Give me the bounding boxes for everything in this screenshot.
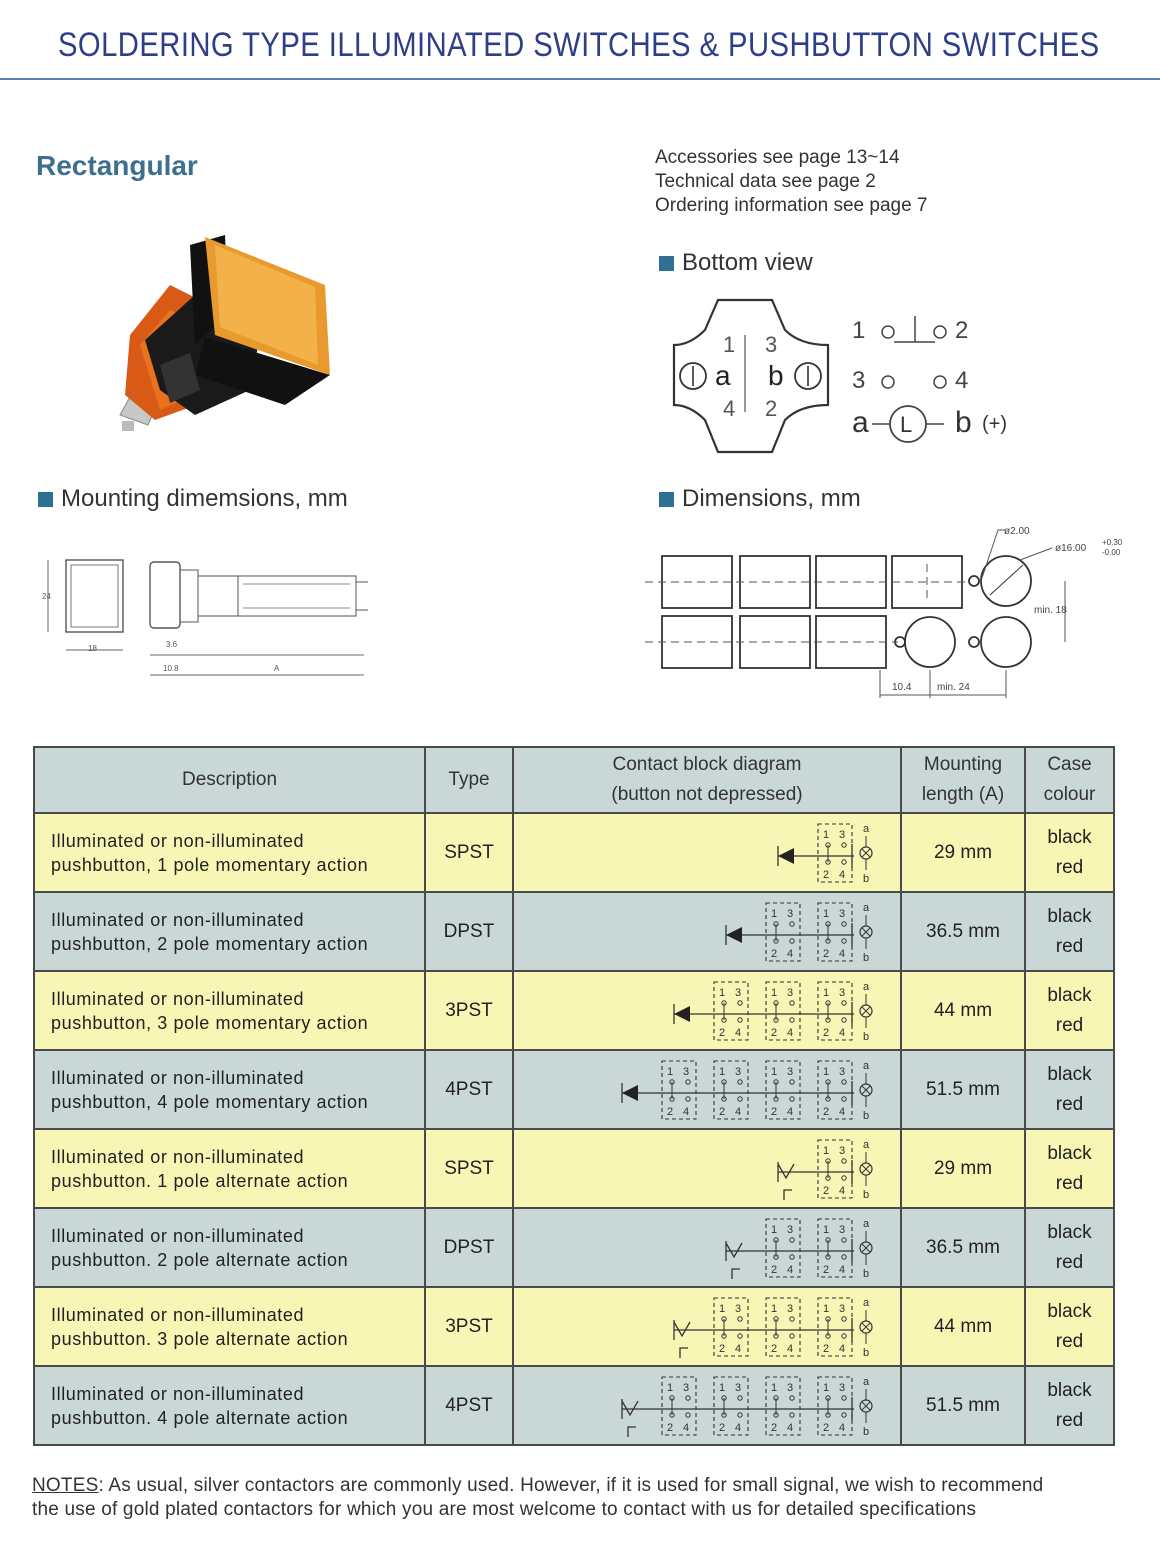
table-row [34, 892, 1114, 971]
cell-case-colour: black red [1025, 892, 1114, 971]
cell-diagram [513, 1366, 901, 1445]
cell-type: 4PST [425, 1050, 513, 1129]
bottom-view-diagram [660, 290, 1040, 465]
svg-text:3: 3 [839, 1381, 846, 1394]
svg-text:1: 1 [667, 1065, 674, 1078]
svg-text:3: 3 [683, 1381, 690, 1394]
svg-text:a: a [863, 1059, 870, 1072]
cell-type: DPST [425, 892, 513, 971]
svg-text:1: 1 [823, 986, 830, 999]
lamp-b-label: b [955, 406, 972, 439]
svg-text:4: 4 [683, 1421, 690, 1434]
table-header-row [34, 747, 1114, 813]
contact-1-label: 1 [852, 317, 866, 344]
cell-mounting-length: 51.5 mm [901, 1366, 1025, 1445]
svg-text:b: b [863, 1030, 870, 1043]
svg-text:2: 2 [771, 1342, 778, 1355]
cell-diagram [513, 892, 901, 971]
svg-text:4: 4 [839, 868, 846, 881]
svg-text:2: 2 [667, 1421, 674, 1434]
svg-text:2: 2 [823, 947, 830, 960]
svg-text:a: a [863, 901, 870, 914]
svg-text:3: 3 [839, 828, 846, 841]
svg-text:4: 4 [787, 1342, 794, 1355]
svg-text:4: 4 [787, 1026, 794, 1039]
spec-table [33, 746, 1115, 1446]
svg-text:b: b [863, 1109, 870, 1122]
table-row [34, 1050, 1114, 1129]
lamp-l-label: L [900, 412, 913, 437]
svg-text:4: 4 [735, 1421, 742, 1434]
svg-text:a: a [863, 1138, 870, 1151]
table-row [34, 813, 1114, 892]
bv-label-1: 1 [723, 332, 736, 357]
svg-text:1: 1 [771, 907, 778, 920]
cell-case-colour: black red [1025, 1050, 1114, 1129]
lamp-a-label: a [852, 406, 869, 439]
notes-text-2: the use of gold plated contactors for which you are most welcome to contact with us for detailed specifications [32, 1499, 977, 1520]
svg-text:1: 1 [823, 1144, 830, 1157]
svg-text:2: 2 [823, 1105, 830, 1118]
contact-diagram-icon [588, 1055, 888, 1125]
contact-diagram-icon [588, 1292, 888, 1362]
dimensions-heading: Dimensions, mm [659, 485, 861, 513]
dim-d16-label: ø16.00 [1055, 543, 1087, 554]
cell-case-colour: black red [1025, 1208, 1114, 1287]
bv-label-4: 4 [723, 396, 736, 421]
svg-text:b: b [863, 1188, 870, 1201]
table-row [34, 971, 1114, 1050]
svg-text:2: 2 [771, 1421, 778, 1434]
svg-text:3: 3 [735, 1302, 742, 1315]
dim-min18-label: min. 18 [1034, 605, 1067, 616]
svg-text:4: 4 [839, 947, 846, 960]
dimensions-diagram [640, 520, 1140, 700]
svg-text:1: 1 [771, 986, 778, 999]
tolerance-minus: -0.00 [1102, 548, 1121, 557]
svg-text:b: b [863, 951, 870, 964]
cell-mounting-length: 29 mm [901, 813, 1025, 892]
svg-text:2: 2 [823, 1342, 830, 1355]
svg-text:2: 2 [823, 1263, 830, 1276]
svg-text:3: 3 [735, 1065, 742, 1078]
svg-text:a: a [863, 822, 870, 835]
svg-text:4: 4 [787, 1421, 794, 1434]
svg-text:4: 4 [787, 947, 794, 960]
svg-text:3: 3 [735, 986, 742, 999]
cell-mounting-length: 51.5 mm [901, 1050, 1025, 1129]
cell-description: Illuminated or non-illuminated pushbutton, 4 pole momentary action [34, 1050, 425, 1129]
svg-text:4: 4 [839, 1263, 846, 1276]
title-divider [0, 78, 1160, 80]
cell-description: Illuminated or non-illuminated pushbutton, 2 pole momentary action [34, 892, 425, 971]
dim-min24-label: min. 24 [937, 682, 970, 693]
cell-type: DPST [425, 1208, 513, 1287]
page-title: SOLDERING TYPE ILLUMINATED SWITCHES & PUSHBUTTON SWITCHES [58, 26, 1100, 64]
cell-type: SPST [425, 813, 513, 892]
svg-text:3: 3 [787, 1302, 794, 1315]
cell-type: 3PST [425, 1287, 513, 1366]
bv-label-a: a [715, 360, 731, 391]
svg-text:2: 2 [719, 1105, 726, 1118]
svg-text:1: 1 [823, 1223, 830, 1236]
cell-diagram [513, 813, 901, 892]
cell-description: Illuminated or non-illuminated pushbutton. 4 pole alternate action [34, 1366, 425, 1445]
contact-2-label: 2 [955, 317, 969, 344]
svg-text:4: 4 [787, 1105, 794, 1118]
svg-text:a: a [863, 980, 870, 993]
svg-text:4: 4 [839, 1342, 846, 1355]
svg-text:4: 4 [735, 1342, 742, 1355]
bullet-square-icon [38, 492, 53, 507]
svg-text:b: b [863, 872, 870, 885]
svg-text:2: 2 [823, 1184, 830, 1197]
svg-text:3: 3 [839, 1302, 846, 1315]
svg-text:3: 3 [683, 1065, 690, 1078]
svg-text:3: 3 [839, 1223, 846, 1236]
cell-type: SPST [425, 1129, 513, 1208]
table-row [34, 1366, 1114, 1445]
svg-text:1: 1 [823, 1302, 830, 1315]
svg-text:2: 2 [823, 868, 830, 881]
cell-type: 3PST [425, 971, 513, 1050]
dim-d2-label: ø2.00 [1004, 526, 1030, 537]
header-diagram: Contact block diagram (button not depressed) [513, 747, 901, 813]
contact-3-label: 3 [852, 367, 866, 394]
cell-diagram [513, 1287, 901, 1366]
notes [32, 1474, 1122, 1522]
contact-diagram-icon [588, 1371, 888, 1441]
cell-case-colour: black red [1025, 813, 1114, 892]
bottom-view-heading: Bottom view [659, 249, 813, 277]
table-row [34, 1129, 1114, 1208]
svg-text:b: b [863, 1425, 870, 1438]
svg-text:3: 3 [839, 907, 846, 920]
cell-diagram [513, 971, 901, 1050]
product-photo [100, 225, 340, 445]
header-case-colour: Case colour [1025, 747, 1114, 813]
svg-text:4: 4 [839, 1184, 846, 1197]
dim-10-8-label: 10.8 [163, 664, 179, 673]
svg-text:3: 3 [839, 1065, 846, 1078]
cell-case-colour: black red [1025, 1287, 1114, 1366]
svg-text:3: 3 [787, 907, 794, 920]
header-description: Description [34, 747, 425, 813]
svg-text:1: 1 [667, 1381, 674, 1394]
svg-text:4: 4 [839, 1421, 846, 1434]
svg-text:1: 1 [823, 907, 830, 920]
svg-text:3: 3 [787, 1381, 794, 1394]
dim-3-6-label: 3.6 [166, 640, 178, 649]
svg-text:b: b [863, 1346, 870, 1359]
header-mounting-length: Mounting length (A) [901, 747, 1025, 813]
cell-case-colour: black red [1025, 971, 1114, 1050]
bullet-square-icon [659, 256, 674, 271]
contact-diagram-icon [588, 897, 888, 967]
svg-text:3: 3 [735, 1381, 742, 1394]
mounting-heading: Mounting dimemsions, mm [38, 485, 348, 513]
bv-label-3: 3 [765, 332, 778, 357]
svg-text:1: 1 [771, 1302, 778, 1315]
header-type: Type [425, 747, 513, 813]
cell-mounting-length: 36.5 mm [901, 892, 1025, 971]
svg-text:4: 4 [839, 1026, 846, 1039]
cell-mounting-length: 36.5 mm [901, 1208, 1025, 1287]
ordering-ref: Ordering information see page 7 [655, 195, 928, 216]
cell-diagram [513, 1050, 901, 1129]
mounting-diagram [38, 550, 378, 685]
cell-mounting-length: 44 mm [901, 1287, 1025, 1366]
svg-text:a: a [863, 1217, 870, 1230]
cell-case-colour: black red [1025, 1366, 1114, 1445]
dim-10-4-label: 10.4 [892, 682, 912, 693]
svg-text:2: 2 [719, 1026, 726, 1039]
svg-text:1: 1 [771, 1381, 778, 1394]
cell-description: Illuminated or non-illuminated pushbutton. 2 pole alternate action [34, 1208, 425, 1287]
bullet-square-icon [659, 492, 674, 507]
svg-text:2: 2 [719, 1342, 726, 1355]
svg-text:1: 1 [823, 828, 830, 841]
notes-text-1: : As usual, silver contactors are commonly used. However, if it is used for small signal, we wish to recommend [98, 1475, 1044, 1496]
svg-text:4: 4 [735, 1026, 742, 1039]
svg-text:4: 4 [787, 1263, 794, 1276]
cell-description: Illuminated or non-illuminated pushbutton, 1 pole momentary action [34, 813, 425, 892]
svg-text:1: 1 [719, 1381, 726, 1394]
svg-text:4: 4 [683, 1105, 690, 1118]
cell-case-colour: black red [1025, 1129, 1114, 1208]
svg-text:2: 2 [823, 1421, 830, 1434]
svg-text:2: 2 [719, 1421, 726, 1434]
svg-text:3: 3 [787, 986, 794, 999]
svg-text:1: 1 [719, 1065, 726, 1078]
contact-4-label: 4 [955, 367, 969, 394]
accessories-ref: Accessories see page 13~14 [655, 147, 900, 168]
cell-type: 4PST [425, 1366, 513, 1445]
cell-description: Illuminated or non-illuminated pushbutton. 1 pole alternate action [34, 1129, 425, 1208]
svg-text:1: 1 [719, 986, 726, 999]
section-title: Rectangular [36, 150, 198, 181]
svg-text:1: 1 [823, 1381, 830, 1394]
contact-diagram-icon [588, 1134, 888, 1204]
dim-18-label: 18 [88, 644, 97, 653]
svg-text:3: 3 [787, 1065, 794, 1078]
svg-text:4: 4 [735, 1105, 742, 1118]
contact-diagram-icon [588, 976, 888, 1046]
svg-text:1: 1 [823, 1065, 830, 1078]
bv-label-2: 2 [765, 396, 778, 421]
cell-description: Illuminated or non-illuminated pushbutton. 3 pole alternate action [34, 1287, 425, 1366]
svg-text:b: b [863, 1267, 870, 1280]
dim-24-label: 24 [42, 592, 51, 601]
dim-a-label: A [274, 664, 280, 673]
notes-label: NOTES [32, 1475, 99, 1496]
technical-ref: Technical data see page 2 [655, 171, 876, 192]
cell-diagram [513, 1208, 901, 1287]
contact-diagram-icon [588, 1213, 888, 1283]
cell-diagram [513, 1129, 901, 1208]
svg-text:a: a [863, 1375, 870, 1388]
reference-list [655, 146, 928, 218]
lamp-plus-label: (+) [982, 413, 1007, 435]
svg-text:3: 3 [839, 986, 846, 999]
svg-text:3: 3 [787, 1223, 794, 1236]
svg-text:1: 1 [719, 1302, 726, 1315]
svg-text:2: 2 [771, 1263, 778, 1276]
svg-text:2: 2 [667, 1105, 674, 1118]
cell-mounting-length: 44 mm [901, 971, 1025, 1050]
svg-text:2: 2 [823, 1026, 830, 1039]
svg-text:2: 2 [771, 947, 778, 960]
svg-text:2: 2 [771, 1105, 778, 1118]
svg-text:1: 1 [771, 1223, 778, 1236]
svg-text:a: a [863, 1296, 870, 1309]
svg-text:4: 4 [839, 1105, 846, 1118]
bv-label-b: b [768, 360, 784, 391]
cell-mounting-length: 29 mm [901, 1129, 1025, 1208]
svg-text:3: 3 [839, 1144, 846, 1157]
table-row [34, 1208, 1114, 1287]
contact-diagram-icon [588, 818, 888, 888]
cell-description: Illuminated or non-illuminated pushbutton, 3 pole momentary action [34, 971, 425, 1050]
svg-text:1: 1 [771, 1065, 778, 1078]
svg-text:2: 2 [771, 1026, 778, 1039]
table-row [34, 1287, 1114, 1366]
tolerance-plus: +0.30 [1102, 538, 1123, 547]
